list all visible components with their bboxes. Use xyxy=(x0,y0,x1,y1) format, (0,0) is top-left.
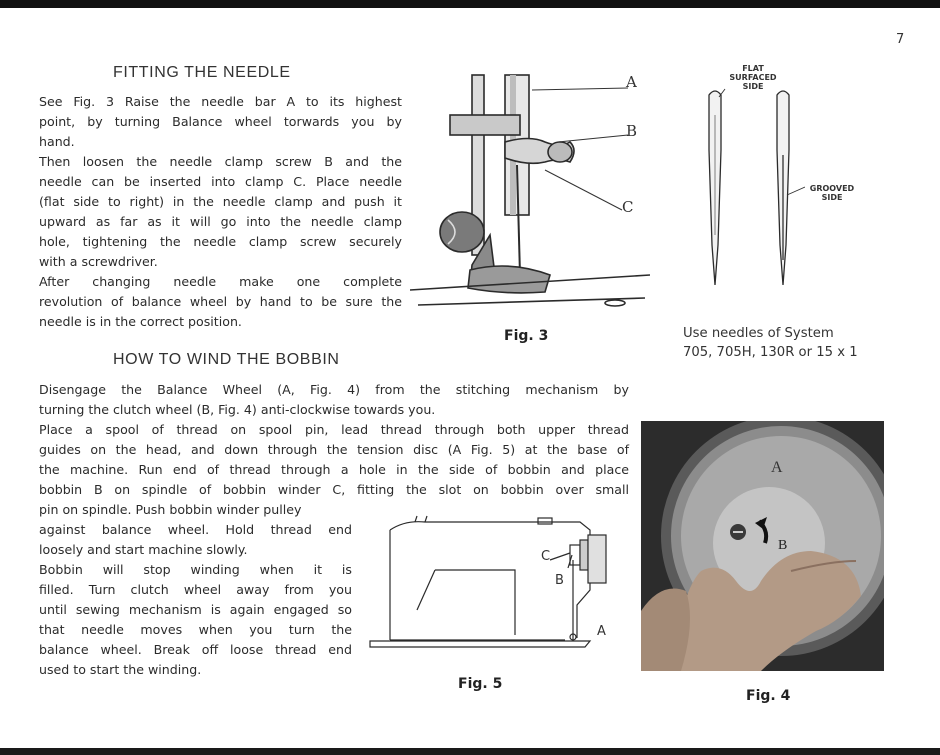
wind-bobbin-paragraph-narrow xyxy=(39,520,352,680)
label-line: GROOVED xyxy=(809,184,855,193)
wind-bobbin-paragraph-full xyxy=(39,380,629,520)
text-line: against balance wheel. Hold thread end xyxy=(39,522,352,537)
fig3-presser-foot-illustration xyxy=(410,70,650,320)
fig3-callout-a: A xyxy=(626,73,637,91)
text-line: Bobbin will stop winding when it is xyxy=(39,562,352,577)
top-border xyxy=(0,0,940,8)
text-line: bobbin B on spindle of bobbin winder C, fitting the slot on bobbin over small xyxy=(39,482,629,497)
text-line: Then loosen the needle clamp screw B and the xyxy=(39,154,402,169)
caption-line: Use needles of System xyxy=(683,326,834,341)
grooved-side-label xyxy=(805,184,859,202)
text-line: that needle moves when you turn the xyxy=(39,622,352,637)
text-line: guides on the head, and down through the tension disc (A Fig. 5) at the base of xyxy=(39,442,629,457)
fig4-label: Fig. 4 xyxy=(746,688,791,704)
fitting-needle-heading: FITTING THE NEEDLE xyxy=(113,64,291,81)
caption-line: 705, 705H, 130R or 15 x 1 xyxy=(683,345,858,360)
page-number: 7 xyxy=(896,32,905,47)
text-line: See Fig. 3 Raise the needle bar A to its highest xyxy=(39,94,402,109)
fig4-photo-illustration xyxy=(641,421,884,671)
text-line: revolution of balance wheel by hand to be sure the xyxy=(39,294,402,309)
needle-system-caption xyxy=(683,324,858,362)
flat-surfaced-side-label xyxy=(724,64,782,91)
text-line: Place a spool of thread on spool pin, lead thread through both upper thread xyxy=(39,422,629,437)
fig5-label: Fig. 5 xyxy=(458,676,503,692)
fig4-callout-b: B xyxy=(778,538,788,553)
text-line: until sewing mechanism is again engaged so xyxy=(39,602,352,617)
text-line: hole, tightening the needle clamp screw securely xyxy=(39,234,402,249)
text-line: with a screwdriver. xyxy=(39,254,158,269)
wind-bobbin-heading: HOW TO WIND THE BOBBIN xyxy=(113,351,340,368)
bottom-border xyxy=(0,748,940,755)
text-line: upward as far as it will go into the needle clamp xyxy=(39,214,402,229)
text-line: the machine. Run end of thread through a hole in the side of bobbin and place xyxy=(39,462,629,477)
text-line: loosely and start machine slowly. xyxy=(39,542,248,557)
fig5-callout-b: B xyxy=(555,573,564,588)
label-line: SIDE xyxy=(742,82,764,91)
label-line: FLAT xyxy=(742,64,764,73)
fig4-callout-a: A xyxy=(771,459,783,476)
text-line: needle can be inserted into clamp C. Place needle xyxy=(39,174,402,189)
text-line: balance wheel. Break off loose thread end xyxy=(39,642,352,657)
fig3-callout-b: B xyxy=(626,122,638,140)
label-line: SURFACED xyxy=(729,73,777,82)
text-line: Disengage the Balance Wheel (A, Fig. 4) from the stitching mechanism by xyxy=(39,382,629,397)
text-line: used to start the winding. xyxy=(39,662,202,677)
text-line: (flat side to right) in the needle clamp and push it xyxy=(39,194,402,209)
text-line: filled. Turn clutch wheel away from you xyxy=(39,582,352,597)
text-line: After changing needle make one complete xyxy=(39,274,402,289)
needles-illustration xyxy=(695,85,805,290)
fig5-callout-a: A xyxy=(597,624,606,639)
fig3-callout-c: C xyxy=(622,198,634,216)
fig5-machine-outline-illustration xyxy=(365,510,615,655)
fig4-balance-wheel-photo xyxy=(641,421,884,671)
text-line: point, by turning Balance wheel torwards you by xyxy=(39,114,402,129)
label-line: SIDE xyxy=(821,193,843,202)
text-line: turning the clutch wheel (B, Fig. 4) anti-clockwise towards you. xyxy=(39,402,436,417)
text-line: hand. xyxy=(39,134,75,149)
fig5-callout-c: C xyxy=(541,549,551,564)
text-line: pin on spindle. Push bobbin winder pulley xyxy=(39,502,302,517)
fitting-needle-paragraph xyxy=(39,92,402,332)
fig3-label: Fig. 3 xyxy=(504,328,549,344)
text-line: needle is in the correct position. xyxy=(39,314,242,329)
